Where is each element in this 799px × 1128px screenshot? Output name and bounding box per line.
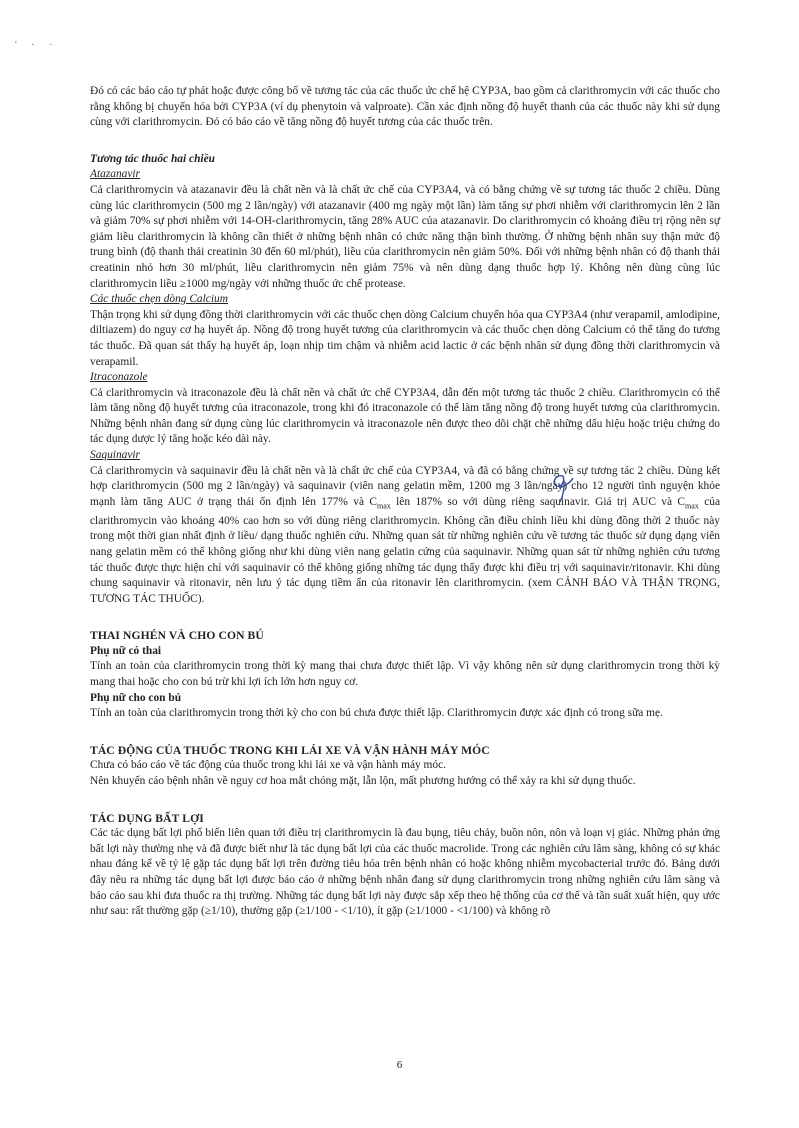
drug-title: Các thuốc chẹn dòng Calcium [90, 293, 228, 306]
driving-heading: TÁC ĐỘNG CỦA THUỐC TRONG KHI LÁI XE VÀ VẬN HÀNH MÁY MÓC [90, 743, 490, 757]
subscript: max [376, 501, 391, 511]
drug-title: Saquinavir [90, 449, 140, 462]
corner-marks: ' · · [15, 40, 59, 51]
interaction-atazanavir [90, 167, 720, 292]
drug-text: Cả clarithromycin và itraconazole đều là chất nền và chất ức chế CYP3A4, dẫn đến một tương tác thuốc 2 chiều. Clarithromycin có thể làm tăng nồng độ huyết tương của itraconazole, trong khi đó itraconazole có thể làm tăng nồng độ trong huyết tương của clarithromycin. Những bệnh nhân đang sử dụng cùng lúc clarithromycin và itraconazole nên được theo dõi chặt chẽ những dấu hiệu hoặc triệu chứng do tác dụng dược lý tăng hoặc kéo dài này. [90, 386, 720, 446]
subscript: max [685, 501, 699, 511]
page-content [90, 84, 720, 920]
pregnancy-heading: THAI NGHÉN VÀ CHO CON BÚ [90, 629, 264, 643]
drug-title: Atazanavir [90, 168, 140, 181]
lactation-subheading: Phụ nữ cho con bú [90, 691, 182, 704]
drug-text: Thận trọng khi sử dụng đồng thời clarithromycin với các thuốc chẹn dòng Calcium chuyển hóa qua CYP3A4 (như verapamil, amlodipine, diltiazem) do nguy cơ hạ huyết áp. Nồng độ trong huyết tương của clarithromycin và các thuốc chẹn dòng Calcium có thể tăng do tương tác thuốc. Đã quan sát thấy hạ huyết áp, loạn nhịp tim chậm và nhiễm acid lactic ở các bệnh nhân sử dụng đồng thời clarithromycin và verapamil. [90, 308, 720, 368]
driving-line: Nên khuyến cáo bệnh nhân về nguy cơ hoa mắt chóng mặt, lẫn lộn, mất phương hướng có thể xảy ra khi sử dụng thuốc. [90, 775, 636, 788]
signature-mark [545, 470, 577, 504]
lactation-text: Tính an toàn của clarithromycin trong thời kỳ cho con bú chưa được thiết lập. Clarithromycin được xác định có trong sữa mẹ. [90, 707, 663, 720]
intro-paragraph: Đó có các báo cáo tự phát hoặc được công bố về tương tác của các thuốc ức chế hệ CYP3A, bao gồm cả clarithromycin với các thuốc cho rằng không bị chuyển hóa bởi CYP3A (ví dụ phenytoin và valproate). Cần xác định nồng độ huyết thanh của các thuốc này khi sử dụng cùng với clarithromycin. Đó có báo cáo về tăng nồng độ huyết tương của các thuốc trên. [90, 85, 720, 129]
adverse-heading: TÁC DỤNG BẤT LỢI [90, 811, 204, 825]
drug-text [90, 464, 720, 608]
driving-line: Chưa có báo cáo về tác động của thuốc trong khi lái xe và vận hành máy móc. [90, 759, 447, 772]
drug-title: Itraconazole [90, 371, 148, 384]
page-number: 6 [396, 1059, 403, 1071]
interaction-itraconazole [90, 370, 720, 448]
text-part: lên 187% so với dùng riêng saquinavir. Giá trị AUC và C [390, 495, 686, 508]
pregnancy-text: Tính an toàn của clarithromycin trong thời kỳ mang thai chưa được thiết lập. Vì vậy không nên sử dụng clarithromycin trong thời kỳ mang thai hoặc cho con bú trừ khi lợi ích lớn hơn nguy cơ. [90, 660, 720, 689]
interaction-heading: Tương tác thuốc hai chiều [90, 152, 215, 165]
interaction-calcium [90, 292, 720, 370]
text-part: Cả clarithromycin và saquinavir đều là chất nền và là chất ức chế của CYP3A4, và đã có bằng chứng về sự tương tác 2 chiều. Dùng kết hợp clarithromycin (500 mg 2 lần/ngày) và saquinavir (viên nang gelatin mềm, 1200 mg 3 lần/ngày) cho 12 người tình nguyện khỏe mạnh làm tăng AUC ở trạng thái ổn định lên 177% và C [90, 464, 720, 508]
pregnancy-subheading: Phụ nữ có thai [90, 644, 162, 657]
interaction-saquinavir [90, 448, 720, 607]
text-part: của clarithromycin vào khoảng 40% cao hơn so với dùng riêng clarithromycin. Không cần điều chỉnh liều khi dùng đồng thời 2 thuốc này trong một thời gian nhất định ở liều/ dạng thuốc nghiên cứu. Những quan sát từ những nghiên cứu về tương tác thuốc sử dụng dạng viên nang gelatin mềm có thể không giống như khi dùng viên nang gelatin cứng của saquinavir. Những quan sát từ những nghiên cứu tương tác thuốc được thực hiện chỉ với saquinavir có thể không giống những tác dụng thấy được khi điều trị với saquinavir/ritonavir. Khi dùng chung saquinavir và ritonavir, nên lưu ý tác dụng tiềm ẩn của ritonavir lên clarithromycin. (xem CẢNH BÁO VÀ THẬN TRỌNG, TƯƠNG TÁC THUỐC). [90, 495, 721, 605]
adverse-text: Các tác dụng bất lợi phổ biến liên quan tới điều trị clarithromycin là đau bụng, tiêu chảy, buồn nôn, nôn và loạn vị giác. Những phản ứng bất lợi này thường nhẹ và đã được biết như là tác dụng bất lợi của các thuốc macrolide. Trong các nghiên cứu lâm sàng, không có sự khác nhau đáng kể về tỷ lệ gặp tác dụng bất lợi trên đường tiêu hóa trên bệnh nhân có hoặc không nhiễm mycobacterial trước đó. Bảng dưới đây nêu ra những tác dụng bất lợi được báo cáo ở những bệnh nhân đang sử dụng clarithromycin trong những nghiên cứu lâm sàng và báo cáo sau khi đưa thuốc ra thị trường. Những tác dụng bất lợi này được sắp xếp theo hệ thống của cơ thể và tần suất xuất hiện, quy ước như sau: rất thường gặp (≥1/10), thường gặp (≥1/100 - <1/10), ít gặp (≥1/1000 - <1/100) và không rõ [90, 827, 720, 918]
drug-text: Cả clarithromycin và atazanavir đều là chất nền và là chất ức chế của CYP3A4, và có bằng chứng về sự tương tác thuốc 2 chiều. Dùng cùng lúc clarithromycin (500 mg 2 lần/ngày) với atazanavir (400 mg ngày một lần) làm tăng sự phơi nhiễm với clarithromycin lên 2 lần và giảm 70% sự phơi nhiễm với 14-OH-clarithromycin, tăng 28% AUC của atazanavir. Do clarithromycin có khoảng điều trị rộng nên sự giảm liều clarithromycin là không cần thiết ở những bệnh nhân có chức năng thận bình thường. Ở những bệnh nhân suy thận mức độ trung bình (độ thanh thải creatinin 30 đến 60 ml/phút), liều của clarithromycin nên giảm 50%. Đối với những bệnh nhân có độ thanh thải creatinin nhỏ hơn 30 ml/phút, liều clarithromycin nên giảm 75% và nên dùng dạng thuốc hợp lý. Không nên dùng cùng lúc clarithromycin liều ≥1000 mg/ngày với những thuốc ức chế protease. [90, 183, 720, 290]
